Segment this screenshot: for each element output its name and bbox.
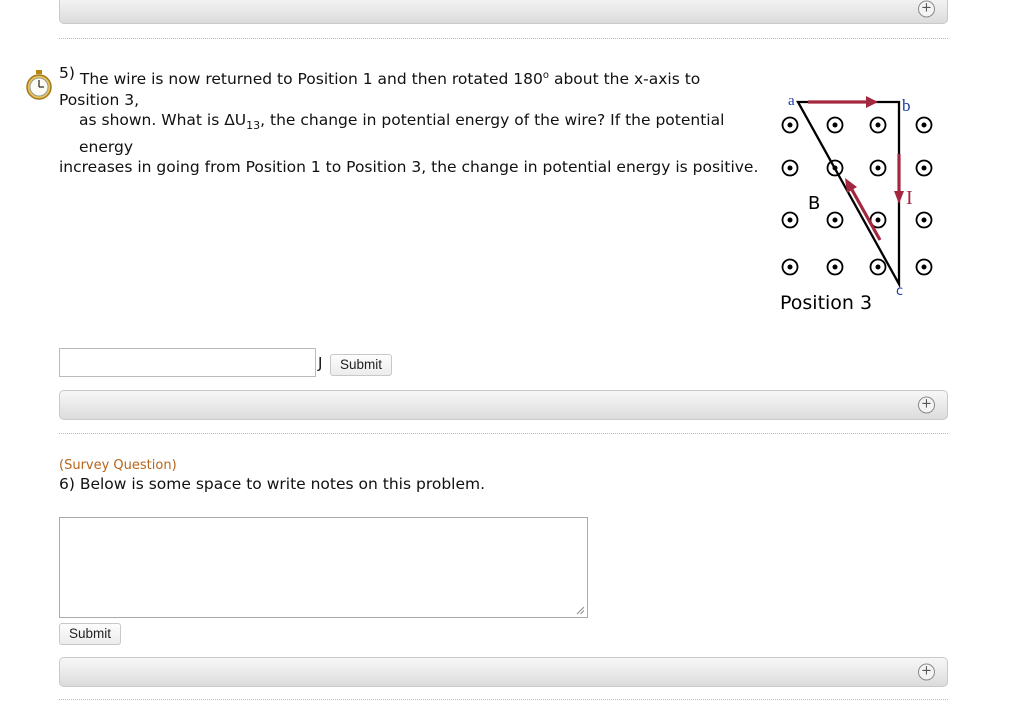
subscript: 13 (246, 119, 261, 133)
question-text: as shown. What is ΔU (79, 111, 247, 130)
question-text: The wire is now returned to Position 1 and then rotated 180 (79, 70, 543, 89)
question-text: about the x-axis to Position 3, (59, 70, 701, 109)
answer-input[interactable] (59, 348, 316, 377)
divider (59, 699, 948, 700)
question-text: increases in going from Position 1 to Position 3, the change in potential energy is positive. (59, 158, 759, 177)
arrowhead-bc (894, 191, 904, 204)
figure-caption: Position 3 (780, 292, 873, 314)
stopwatch-icon (24, 70, 54, 100)
survey-label: (Survey Question) (59, 458, 177, 473)
unit-label: J (318, 354, 323, 372)
question-text: , the change in potential energy of the wire? If the potential energy (79, 111, 725, 156)
resize-grip-icon[interactable] (576, 606, 585, 615)
arrowhead-ab (866, 96, 878, 108)
submit-button-q6[interactable]: Submit (59, 623, 121, 645)
label-c: c (896, 284, 904, 299)
collapsible-bar-bottom[interactable] (59, 657, 948, 687)
divider (59, 433, 948, 434)
collapsible-bar-top[interactable] (59, 0, 948, 24)
question-5 (59, 66, 759, 178)
expand-icon[interactable]: + (918, 1, 935, 18)
label-a: a (788, 93, 795, 109)
expand-icon[interactable]: + (918, 664, 935, 681)
label-B: B (808, 193, 821, 214)
degree-sup: o (542, 70, 550, 81)
collapsible-bar-middle[interactable] (59, 390, 948, 420)
divider (59, 38, 948, 39)
position-3-diagram (768, 84, 948, 319)
expand-icon[interactable]: + (918, 397, 935, 414)
notes-textarea[interactable] (59, 517, 588, 618)
label-I: I (906, 187, 913, 209)
label-b: b (902, 96, 911, 115)
question-6: 6) Below is some space to write notes on this problem. (59, 475, 486, 493)
submit-button-q5[interactable]: Submit (330, 354, 392, 376)
question-number: 5) (59, 64, 75, 82)
